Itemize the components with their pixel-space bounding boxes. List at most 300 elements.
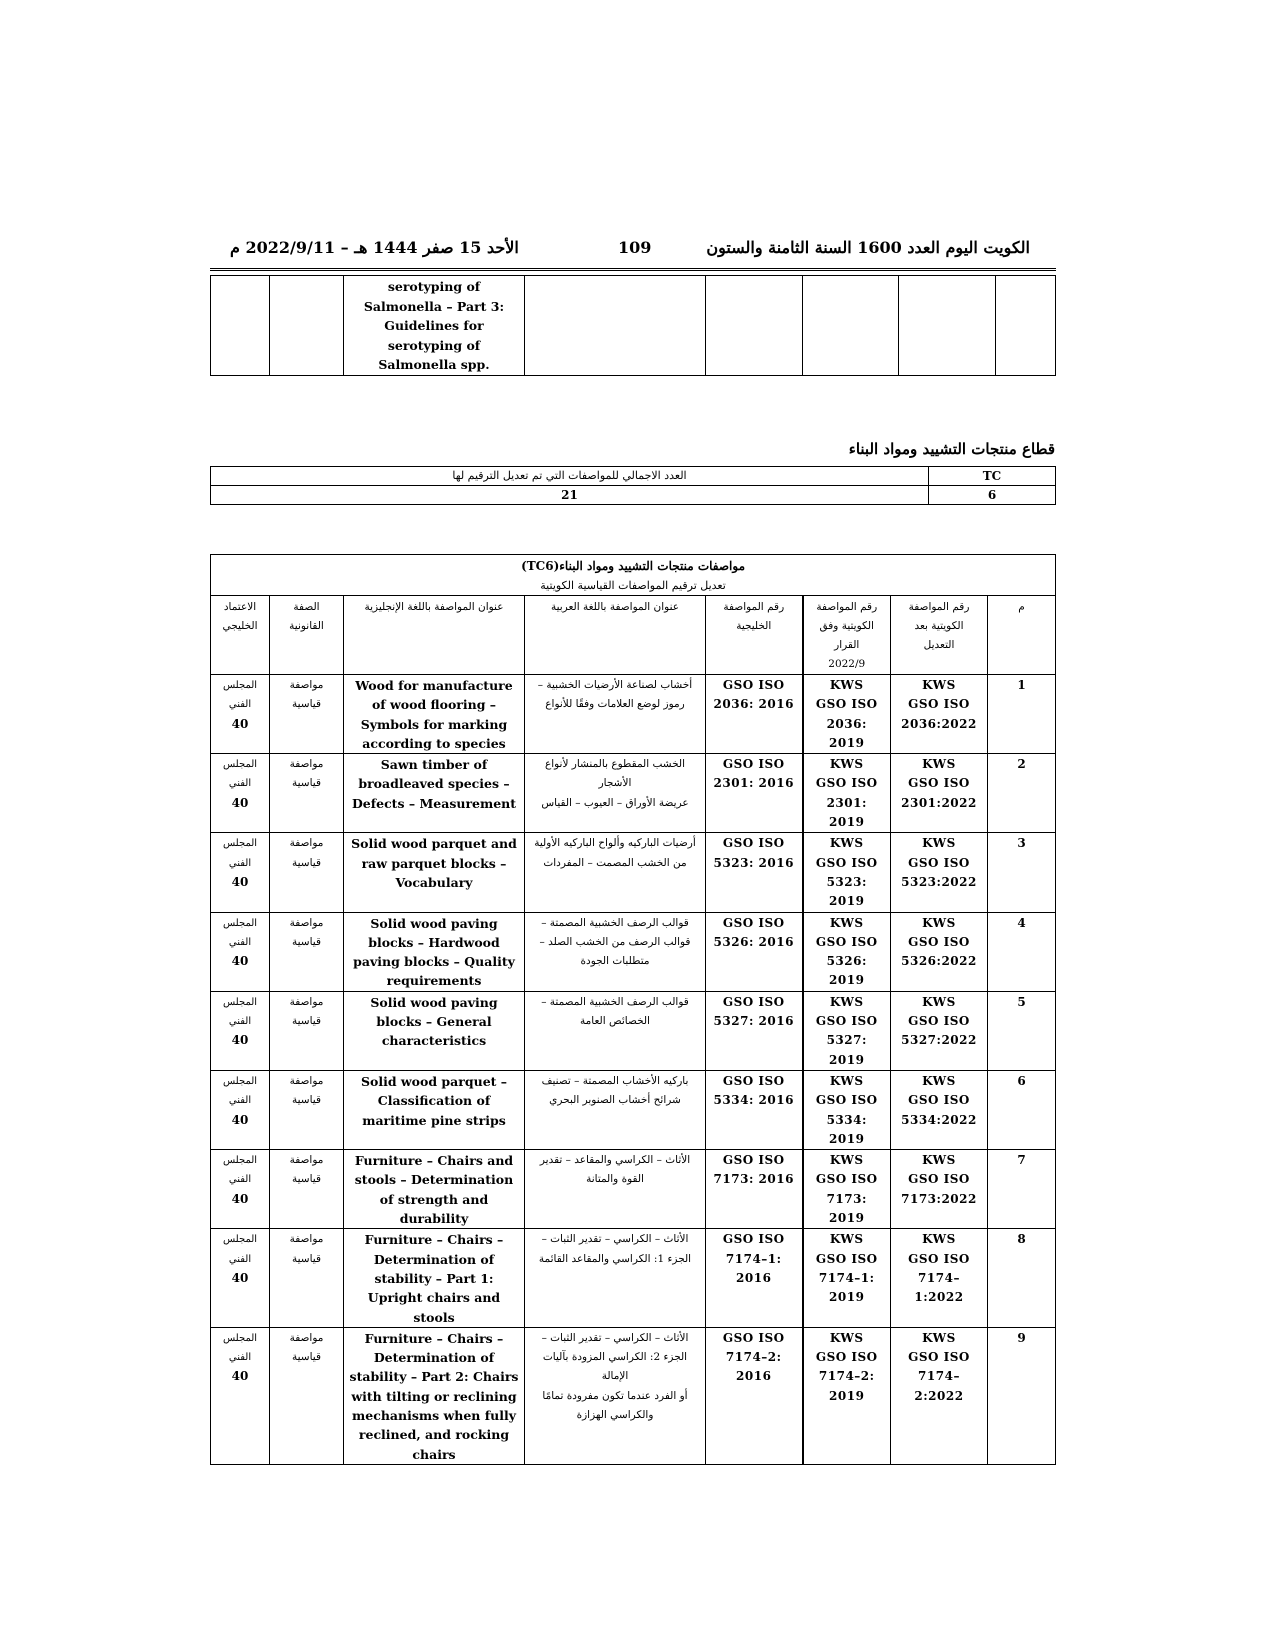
text-line: Solid wood paving bbox=[370, 915, 498, 931]
text-line: GSO ISO bbox=[908, 855, 970, 870]
table-title-line1: مواصفات منتجات التشييد ومواد البناء(TC6) bbox=[521, 559, 746, 573]
text-line: المجلس الفني bbox=[222, 1075, 258, 1107]
text-line: KWS bbox=[829, 836, 864, 851]
text-line: قوالب الرصف الخشبية المصمتة – bbox=[541, 916, 689, 929]
text-line: broadleaved species – bbox=[358, 776, 510, 792]
text-line: قياسية bbox=[292, 698, 321, 711]
text-line: GSO ISO bbox=[815, 1014, 878, 1029]
text-line: KWS bbox=[829, 915, 864, 930]
arabic-title-cell bbox=[525, 912, 706, 991]
text-line: GSO ISO bbox=[722, 1232, 785, 1247]
text-line: قوالب الرصف الخشبية المصمتة – bbox=[541, 995, 689, 1008]
kws-decision-cell bbox=[803, 1150, 891, 1229]
text-line: Furniture – Chairs – bbox=[364, 1232, 504, 1248]
text-line: الاعتماد bbox=[223, 601, 257, 613]
text-line: 40 bbox=[231, 954, 249, 969]
text-line: 2019 bbox=[829, 1388, 865, 1403]
text-line: مواصفة bbox=[289, 916, 324, 929]
gazette-title: الكويت اليوم العدد 1600 السنة الثامنة والستون bbox=[706, 238, 1030, 257]
kws-decision-cell bbox=[803, 912, 891, 991]
serial-cell: 4 bbox=[988, 912, 1056, 991]
serial-cell: 7 bbox=[988, 1150, 1056, 1229]
text-line: الجزء 1: الكراسي والمقاعد القائمة bbox=[538, 1252, 692, 1265]
text-line: أرضيات الباركيه وألواح الباركيه الأولية bbox=[534, 837, 696, 850]
text-line: Classification of bbox=[377, 1093, 491, 1109]
text-line: الخصائص العامة bbox=[580, 1015, 650, 1028]
gso-number-cell bbox=[706, 1229, 803, 1327]
gso-number-cell bbox=[706, 1327, 803, 1464]
text-line: 2036: bbox=[826, 716, 867, 731]
text-line: GSO ISO bbox=[815, 1093, 878, 1108]
text-line: 40 bbox=[231, 1369, 249, 1384]
text-line: Vocabulary bbox=[395, 874, 473, 890]
text-line: 7174–2: bbox=[818, 1369, 875, 1384]
text-line: 2019 bbox=[829, 1052, 865, 1067]
text-line: KWS bbox=[922, 757, 956, 772]
text-line: Wood for manufacture bbox=[355, 678, 513, 693]
continuation-table bbox=[210, 275, 1056, 376]
cell bbox=[899, 276, 996, 376]
text-line: KWS bbox=[829, 994, 864, 1009]
text-line: المجلس الفني bbox=[222, 996, 258, 1028]
text-line: 2301: 2016 bbox=[713, 776, 794, 791]
text-line: GSO ISO bbox=[908, 934, 970, 949]
text-line: القرار bbox=[834, 639, 860, 651]
text-line: قوالب الرصف من الخشب الصلد – bbox=[539, 935, 691, 948]
text-line: الصفة bbox=[293, 601, 320, 613]
english-title-cell bbox=[344, 1229, 525, 1327]
serial-cell: 9 bbox=[988, 1327, 1056, 1464]
gulf-approval-cell bbox=[211, 991, 270, 1070]
text-line: GSO ISO bbox=[908, 1172, 970, 1187]
text-line: requirements bbox=[386, 973, 482, 989]
table-row bbox=[211, 754, 1056, 833]
kws-decision-cell bbox=[803, 833, 891, 912]
text-line: blocks – Hardwood bbox=[368, 934, 500, 950]
text-line: 2016 bbox=[736, 1369, 772, 1384]
text-line: المجلس الفني bbox=[222, 1234, 258, 1265]
table-row bbox=[211, 833, 1056, 912]
text-line: 5327: bbox=[826, 1033, 867, 1048]
text-line: القوة والمتانة bbox=[586, 1173, 644, 1186]
table-row bbox=[211, 912, 1056, 991]
text-line: 2036: 2016 bbox=[713, 697, 794, 712]
table-row bbox=[211, 1150, 1056, 1229]
text-line: reclined, and rocking bbox=[358, 1427, 510, 1443]
text-line: 5327:2022 bbox=[901, 1033, 977, 1048]
legal-status-cell bbox=[270, 1327, 344, 1464]
text-line: Upright chairs and bbox=[367, 1290, 501, 1306]
gso-number-cell bbox=[706, 1150, 803, 1229]
table-row bbox=[211, 1327, 1056, 1464]
text-line: 2019 bbox=[829, 735, 865, 750]
text-line: according to species bbox=[362, 735, 506, 751]
text-line: من الخشب المصمت – المفردات bbox=[543, 856, 687, 869]
text-line: 5327: 2016 bbox=[713, 1014, 794, 1029]
text-line: المجلس الفني bbox=[222, 917, 258, 948]
header-kws-after bbox=[891, 596, 988, 675]
english-title-cell bbox=[344, 1327, 525, 1464]
text-line: 7173: 2016 bbox=[713, 1172, 794, 1187]
gso-number-cell bbox=[706, 912, 803, 991]
text-line: GSO ISO bbox=[722, 1330, 785, 1345]
kws-after-cell bbox=[891, 1229, 988, 1327]
text-line: رقم المواصفة bbox=[816, 601, 878, 613]
text-line: Furniture – Chairs – bbox=[364, 1330, 504, 1346]
text-line: قياسية bbox=[292, 935, 321, 948]
legal-status-cell bbox=[270, 1229, 344, 1327]
text-line: الأثاث – الكراسي – تقدير الثبات – bbox=[541, 1331, 689, 1344]
text-line: GSO ISO bbox=[908, 1251, 970, 1266]
table-row bbox=[211, 675, 1056, 754]
legal-status-cell bbox=[270, 754, 344, 833]
text-line: 5323: 2016 bbox=[713, 855, 794, 870]
text-line: 5326:2022 bbox=[901, 954, 977, 969]
text-line: 2019 bbox=[829, 973, 865, 988]
text-line: GSO ISO bbox=[815, 934, 878, 949]
text-line: durability bbox=[399, 1211, 469, 1227]
gulf-approval-cell bbox=[211, 675, 270, 754]
english-title-cell bbox=[344, 1070, 525, 1149]
text-line: 2019 bbox=[829, 894, 865, 909]
standards-table bbox=[210, 554, 1056, 1465]
text-line: 40 bbox=[231, 716, 249, 731]
serial-cell: 3 bbox=[988, 833, 1056, 912]
text-line: قياسية bbox=[292, 856, 321, 869]
text-line: 2301: bbox=[826, 795, 867, 810]
text-line: أو الفرد عندما تكون مفرودة تمامًا bbox=[542, 1389, 688, 1402]
text-line: Solid wood parquet and bbox=[351, 836, 517, 852]
header-kws-decision bbox=[803, 596, 891, 675]
text-line: of wood flooring – bbox=[371, 697, 497, 713]
serial-cell: 1 bbox=[988, 675, 1056, 754]
text-line: الكويتية بعد bbox=[914, 620, 964, 632]
text-line: الأثاث – الكراسي – تقدير الثبات – bbox=[541, 1233, 689, 1246]
text-line: 2016 bbox=[736, 1270, 772, 1285]
gulf-approval-cell bbox=[211, 912, 270, 991]
kws-after-cell bbox=[891, 1070, 988, 1149]
gulf-approval-cell bbox=[211, 1327, 270, 1464]
text-line: KWS bbox=[829, 1153, 864, 1168]
text-line: 7174– bbox=[918, 1270, 960, 1285]
header-serial: م bbox=[988, 596, 1056, 675]
text-line: GSO ISO bbox=[815, 855, 878, 870]
kws-decision-cell bbox=[803, 1229, 891, 1327]
text-line: KWS bbox=[922, 836, 956, 851]
table-header-row bbox=[211, 596, 1056, 675]
text-line: KWS bbox=[829, 1330, 864, 1345]
gulf-approval-cell bbox=[211, 1070, 270, 1149]
text-line: GSO ISO bbox=[815, 1172, 878, 1187]
kws-decision-cell bbox=[803, 754, 891, 833]
text-line: رقم المواصفة bbox=[908, 601, 970, 613]
kws-after-cell bbox=[891, 754, 988, 833]
text-line: Salmonella spp. bbox=[378, 357, 490, 372]
table-title-line2: تعديل ترقيم المواصفات القياسية الكويتية bbox=[540, 579, 726, 592]
text-line: GSO ISO bbox=[722, 915, 785, 930]
text-line: المجلس الفني bbox=[222, 680, 258, 711]
text-line: KWS bbox=[922, 1330, 956, 1345]
text-line: 40 bbox=[231, 1270, 249, 1285]
text-line: GSO ISO bbox=[722, 678, 785, 692]
text-line: القانونية bbox=[289, 620, 324, 632]
text-line: KWS bbox=[829, 678, 864, 692]
cell bbox=[211, 276, 270, 376]
page-header bbox=[230, 238, 1030, 268]
text-line: GSO ISO bbox=[908, 776, 970, 791]
gulf-approval-cell bbox=[211, 754, 270, 833]
text-line: Defects – Measurement bbox=[351, 795, 517, 811]
kws-after-cell bbox=[891, 912, 988, 991]
text-line: Guidelines for bbox=[384, 318, 484, 333]
arabic-title-cell bbox=[525, 754, 706, 833]
text-line: KWS bbox=[922, 994, 956, 1009]
legal-status-cell bbox=[270, 1070, 344, 1149]
kws-after-cell bbox=[891, 991, 988, 1070]
kws-decision-cell bbox=[803, 1070, 891, 1149]
text-line: مواصفة bbox=[289, 1154, 324, 1167]
text-line: KWS bbox=[922, 1073, 956, 1088]
header-divider bbox=[210, 268, 1056, 274]
text-line: raw parquet blocks – bbox=[361, 855, 507, 871]
text-line: رقم المواصفة bbox=[723, 601, 785, 613]
text-line: شرائح أخشاب الصنوبر البحري bbox=[549, 1094, 681, 1107]
text-line: maritime pine strips bbox=[362, 1112, 506, 1128]
table-row bbox=[211, 1229, 1056, 1327]
text-line: مواصفة bbox=[289, 1074, 324, 1087]
arabic-title-cell bbox=[525, 1150, 706, 1229]
text-line: 40 bbox=[231, 1112, 249, 1127]
sector-title: قطاع منتجات التشييد ومواد البناء bbox=[848, 440, 1055, 458]
text-line: Determination of bbox=[373, 1251, 495, 1267]
summary-table bbox=[210, 466, 1056, 505]
text-line: KWS bbox=[922, 915, 956, 930]
text-line: Solid wood parquet – bbox=[360, 1073, 508, 1089]
text-line: GSO ISO bbox=[722, 1153, 785, 1168]
summary-label: العدد الاجمالي للمواصفات التي تم تعديل الترقيم لها bbox=[211, 467, 929, 486]
text-line: 5326: 2016 bbox=[713, 934, 794, 949]
table-row bbox=[211, 991, 1056, 1070]
legal-status-cell bbox=[270, 991, 344, 1070]
kws-after-cell bbox=[891, 1327, 988, 1464]
cell bbox=[996, 276, 1056, 376]
text-line: blocks – General bbox=[376, 1014, 492, 1030]
text-line: 2019 bbox=[829, 1131, 865, 1146]
table-body bbox=[211, 675, 1056, 1465]
gulf-approval-cell bbox=[211, 1229, 270, 1327]
gso-number-cell bbox=[706, 675, 803, 754]
text-line: الخليجي bbox=[222, 620, 258, 632]
header-gulf-approval bbox=[211, 596, 270, 675]
text-line: stools bbox=[413, 1309, 455, 1325]
text-line: 5334: 2016 bbox=[713, 1093, 794, 1108]
english-title-cell bbox=[344, 912, 525, 991]
text-line: serotyping of bbox=[387, 337, 481, 353]
text-line: الكويتية وفق bbox=[819, 620, 874, 632]
arabic-title-cell bbox=[525, 1327, 706, 1464]
text-line: GSO ISO bbox=[722, 994, 785, 1009]
text-line: قياسية bbox=[292, 1094, 321, 1107]
text-line: 5334: bbox=[826, 1112, 867, 1127]
cell bbox=[706, 276, 803, 376]
text-line: KWS bbox=[922, 1232, 956, 1247]
legal-status-cell bbox=[270, 833, 344, 912]
text-line: 2019 bbox=[829, 815, 865, 830]
text-line: 40 bbox=[231, 795, 249, 810]
arabic-title-cell bbox=[525, 1070, 706, 1149]
text-line: قياسية bbox=[292, 1351, 321, 1364]
text-line: 5334:2022 bbox=[901, 1112, 977, 1127]
table-row bbox=[211, 1070, 1056, 1149]
gso-number-cell bbox=[706, 754, 803, 833]
text-line: GSO ISO bbox=[815, 1350, 878, 1365]
text-line: KWS bbox=[829, 1232, 864, 1247]
text-line: قياسية bbox=[292, 1015, 321, 1028]
text-line: Sawn timber of bbox=[380, 757, 488, 773]
text-line: GSO ISO bbox=[815, 776, 878, 791]
header-date: الأحد 15 صفر 1444 هـ – 2022/9/11 م bbox=[230, 238, 519, 257]
summary-tc-value: 6 bbox=[929, 486, 1056, 505]
kws-decision-cell bbox=[803, 1327, 891, 1464]
cell bbox=[270, 276, 344, 376]
summary-count: 21 bbox=[211, 486, 929, 505]
text-line: 7174–1: bbox=[725, 1251, 782, 1266]
text-line: عريضة الأوراق – العيوب – القياس bbox=[541, 796, 689, 809]
kws-after-cell bbox=[891, 675, 988, 754]
text-line: GSO ISO bbox=[722, 836, 785, 851]
text-line: الخليجية bbox=[736, 620, 772, 632]
text-line: stability – Part 1: bbox=[374, 1270, 494, 1286]
kws-after-cell bbox=[891, 1150, 988, 1229]
text-line: paving blocks – Quality bbox=[353, 954, 515, 970]
gulf-approval-cell bbox=[211, 1150, 270, 1229]
arabic-title-cell bbox=[525, 675, 706, 754]
text-line: Salmonella – Part 3: bbox=[363, 298, 505, 314]
table-title bbox=[211, 555, 1056, 596]
legal-status-cell bbox=[270, 1150, 344, 1229]
arabic-title-cell bbox=[525, 1229, 706, 1327]
text-line: with tilting or reclining bbox=[351, 1388, 517, 1404]
text-line: مواصفة bbox=[289, 679, 324, 691]
text-line: characteristics bbox=[381, 1033, 487, 1049]
text-line: 2:2022 bbox=[914, 1388, 964, 1403]
header-gulf-number bbox=[706, 596, 803, 675]
text-line: الجزء 2: الكراسي المزودة بآليات الإمالة bbox=[542, 1351, 688, 1383]
serial-cell: 5 bbox=[988, 991, 1056, 1070]
text-line: 5326: bbox=[826, 954, 867, 969]
text-line: 2019 bbox=[829, 1211, 865, 1226]
kws-after-cell bbox=[891, 833, 988, 912]
text-line: الخشب المقطوع بالمنشار لأنواع الأشجار bbox=[544, 758, 686, 790]
text-line: 5323: bbox=[826, 874, 867, 889]
text-line: Solid wood paving bbox=[370, 994, 498, 1010]
text-line: والكراسي الهزازة bbox=[576, 1408, 654, 1421]
text-line: 5323:2022 bbox=[901, 874, 977, 889]
legal-status-cell bbox=[270, 675, 344, 754]
text-line: GSO ISO bbox=[908, 1350, 970, 1365]
text-line: stools – Determination bbox=[354, 1172, 514, 1188]
text-line: chairs bbox=[412, 1446, 456, 1462]
text-line: 7174– bbox=[918, 1369, 960, 1384]
text-line: باركيه الأخشاب المصمتة – تصنيف bbox=[541, 1074, 689, 1087]
text-line: 1:2022 bbox=[914, 1290, 964, 1305]
text-line: رموز لوضع العلامات وفقًا للأنواع bbox=[545, 698, 685, 711]
text-line: KWS bbox=[829, 757, 864, 772]
gso-number-cell bbox=[706, 1070, 803, 1149]
kws-decision-cell bbox=[803, 675, 891, 754]
arabic-title-cell bbox=[525, 833, 706, 912]
serial-cell: 8 bbox=[988, 1229, 1056, 1327]
text-line: قياسية bbox=[292, 1173, 321, 1186]
english-title-cell bbox=[344, 754, 525, 833]
text-line: متطلبات الجودة bbox=[580, 955, 650, 968]
text-line: GSO ISO bbox=[722, 757, 785, 772]
text-line: mechanisms when fully bbox=[352, 1407, 516, 1423]
arabic-title-cell bbox=[525, 991, 706, 1070]
legal-status-cell bbox=[270, 912, 344, 991]
text-line: قياسية bbox=[292, 777, 321, 790]
page-number: 109 bbox=[618, 238, 652, 257]
text-line: المجلس الفني bbox=[222, 759, 258, 790]
text-line: 40 bbox=[231, 874, 249, 889]
gso-number-cell bbox=[706, 991, 803, 1070]
table-row bbox=[211, 486, 1056, 505]
text-line: مواصفة bbox=[289, 995, 324, 1008]
summary-tc-label: TC bbox=[929, 467, 1056, 486]
text-line: 7174–1: bbox=[818, 1270, 875, 1285]
text-line: GSO ISO bbox=[722, 1073, 785, 1088]
text-line: KWS bbox=[829, 1073, 864, 1088]
text-line: KWS bbox=[922, 1153, 956, 1168]
english-title-cell bbox=[344, 991, 525, 1070]
text-line: مواصفة bbox=[289, 1331, 324, 1344]
text-line: GSO ISO bbox=[815, 1251, 878, 1266]
text-line: المجلس الفني bbox=[222, 838, 258, 869]
text-line: GSO ISO bbox=[908, 697, 970, 712]
text-line: KWS bbox=[922, 678, 956, 692]
text-line: Determination of bbox=[373, 1350, 495, 1366]
text-line: 2022/9 bbox=[828, 658, 866, 670]
text-line: أخشاب لصناعة الأرضيات الخشبية – bbox=[537, 679, 693, 691]
english-title-cell bbox=[344, 833, 525, 912]
text-line: 7173:2022 bbox=[901, 1191, 977, 1206]
text-line: المجلس الفني bbox=[222, 1155, 258, 1186]
text-line: 2036:2022 bbox=[901, 716, 977, 731]
text-line: serotyping of bbox=[387, 279, 481, 294]
text-line: الأثاث – الكراسي والمقاعد – تقدير bbox=[539, 1154, 691, 1167]
text-line: GSO ISO bbox=[815, 697, 878, 712]
text-line: مواصفة bbox=[289, 1233, 324, 1246]
serial-cell: 6 bbox=[988, 1070, 1056, 1149]
text-line: مواصفة bbox=[289, 758, 324, 771]
gso-number-cell bbox=[706, 833, 803, 912]
table-row bbox=[211, 467, 1056, 486]
gulf-approval-cell bbox=[211, 833, 270, 912]
text-line: التعديل bbox=[923, 639, 955, 651]
text-line: 7174–2: bbox=[725, 1350, 782, 1365]
text-line: 7173: bbox=[826, 1191, 867, 1206]
text-line: مواصفة bbox=[289, 837, 324, 850]
cell bbox=[525, 276, 706, 376]
text-line: 40 bbox=[231, 1191, 249, 1206]
kws-decision-cell bbox=[803, 991, 891, 1070]
english-title-cell bbox=[344, 1150, 525, 1229]
header-english-title: عنوان المواصفة باللغة الإنجليزية bbox=[344, 596, 525, 675]
header-legal-status bbox=[270, 596, 344, 675]
continuation-english-title bbox=[344, 276, 525, 376]
serial-cell: 2 bbox=[988, 754, 1056, 833]
text-line: of strength and bbox=[379, 1191, 489, 1207]
